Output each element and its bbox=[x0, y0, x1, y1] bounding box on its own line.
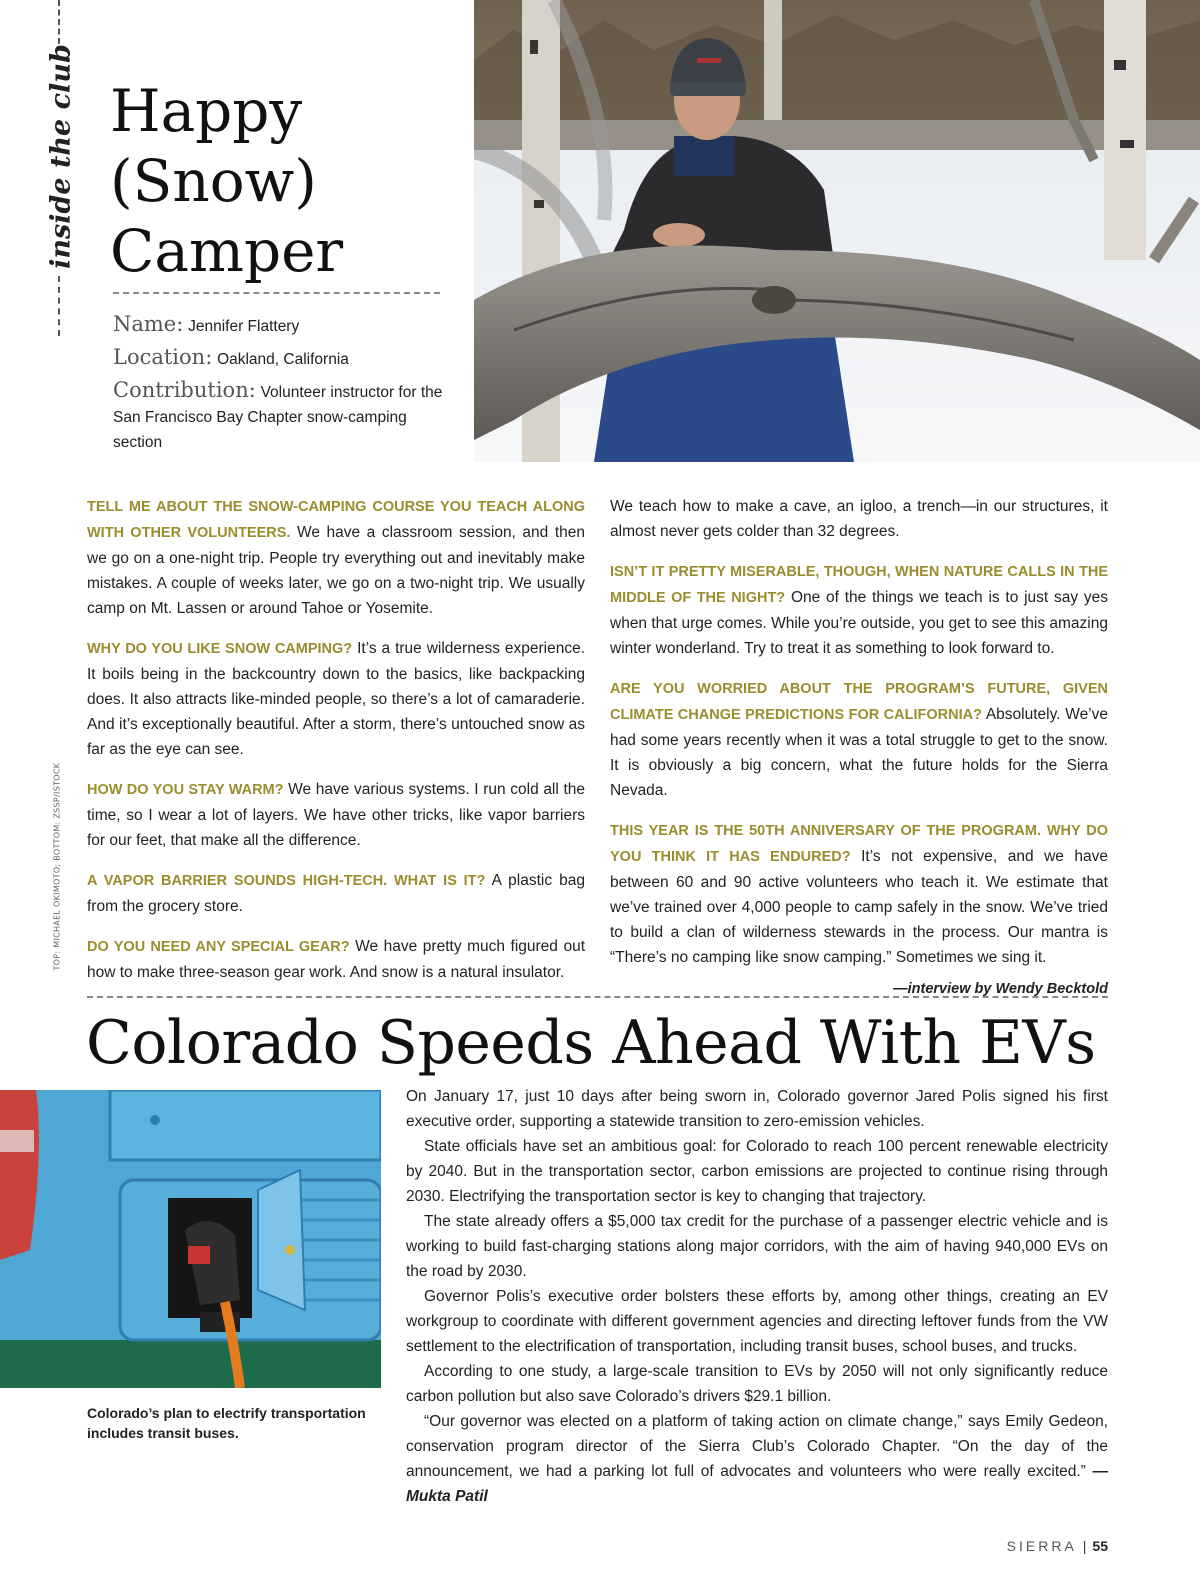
section-tag-dash-top bbox=[58, 0, 60, 44]
news-article bbox=[406, 1084, 1108, 1509]
qa-answer: We have a classroom session, and then we go on a one-night trip. People try everything out and inevitably make mistakes. A couple of weeks later, we go on a two-night trip. We usually camp on Mt. Lassen or around Tahoe or Yosemite. bbox=[87, 524, 585, 617]
profile-name: Jennifer Flattery bbox=[188, 318, 300, 335]
qa-question: ISN’T IT PRETTY MISERABLE, THOUGH, WHEN NATURE CALLS IN THE MIDDLE OF THE NIGHT? bbox=[610, 564, 1108, 606]
profile-name-row bbox=[113, 312, 453, 339]
profile-location-label: Location: bbox=[113, 345, 213, 369]
profile-contribution: Volunteer instructor for the San Francisco Bay Chapter snow-camping section bbox=[113, 384, 443, 451]
page-folio bbox=[1007, 1538, 1108, 1554]
magazine-name: SIERRA bbox=[1006, 1538, 1077, 1554]
article-paragraph: The state already offers a $5,000 tax credit for the purchase of a passenger electric vehicle and is working to build fast-charging stations along major corridors, with the aim of having 940,000 EVs on the road by 2030. bbox=[406, 1213, 1108, 1280]
article-paragraph: On January 17, just 10 days after being sworn in, Colorado governor Jared Polis signed his first executive order, supporting a statewide transition to zero-emission vehicles. bbox=[406, 1088, 1108, 1130]
qa-question: HOW DO YOU STAY WARM? bbox=[87, 782, 284, 798]
qa-item bbox=[87, 494, 585, 621]
qa-item bbox=[87, 868, 585, 919]
ev-bus-photo bbox=[0, 1090, 381, 1388]
qa-question: WHY DO YOU LIKE SNOW CAMPING? bbox=[87, 641, 353, 657]
profile-location-row bbox=[113, 345, 453, 372]
article-paragraph-text: “Our governor was elected on a platform of taking action on climate change,” says Emily Gedeon, conservation program director of the Sierra Club’s Colorado Chapter. “On the day of the announcement, we had a parking lot full of advocates and volunteers who were really excited.” bbox=[406, 1413, 1108, 1480]
qa-item bbox=[87, 636, 585, 762]
qa-question: TELL ME ABOUT THE SNOW-CAMPING COURSE YOU TEACH ALONG WITH OTHER VOLUNTEERS. bbox=[87, 499, 585, 541]
feature-title-line-2: (Snow) bbox=[110, 147, 317, 215]
section-tag-dash-bottom bbox=[58, 276, 60, 336]
qa-column-2 bbox=[610, 494, 1108, 1017]
qa-question: DO YOU NEED ANY SPECIAL GEAR? bbox=[87, 939, 350, 955]
article-paragraph-last bbox=[406, 1409, 1108, 1509]
article-paragraph: State officials have set an ambitious goal: for Colorado to reach 100 percent renewable electricity by 2040. But in the transportation sector, carbon emissions are projected to continue rising through 2030. Electrifying the transportation sector is key to changing that trajectory. bbox=[406, 1138, 1108, 1205]
qa-answer: One of the things we teach is to just say yes when that urge comes. While you’re outside, you get to see this amazing winter wonderland. Try to treat it as something to look forward to. bbox=[610, 589, 1109, 657]
feature-title-line-3: Camper bbox=[110, 217, 344, 285]
qa-answer: A plastic bag from the grocery store. bbox=[87, 872, 585, 915]
qa-item bbox=[610, 559, 1108, 661]
profile-contribution-row bbox=[113, 378, 453, 455]
interview-signature: —interview by Wendy Becktold bbox=[893, 981, 1108, 997]
title-divider bbox=[113, 292, 440, 294]
qa-continued-answer: We teach how to make a cave, an igloo, a trench—in our structures, it almost never gets colder than 32 degrees. bbox=[610, 498, 1108, 540]
qa-item bbox=[610, 676, 1108, 803]
section-tag bbox=[34, 46, 84, 276]
qa-question: ARE YOU WORRIED ABOUT THE PROGRAM’S FUTURE, GIVEN CLIMATE CHANGE PREDICTIONS FOR CALIFORNIA? bbox=[610, 681, 1108, 723]
qa-question: THIS YEAR IS THE 50TH ANNIVERSARY OF THE PROGRAM. WHY DO YOU THINK IT HAS ENDURED? bbox=[610, 823, 1108, 865]
qa-answer: Absolutely. We’ve had some years recently when it was a total struggle to get to the snow. It is obviously a big concern, what the future holds for the Sierra Nevada. bbox=[610, 706, 1108, 799]
article-byline: —Mukta Patil bbox=[406, 1463, 1108, 1505]
page-number: 55 bbox=[1092, 1538, 1108, 1554]
profile-block bbox=[113, 312, 453, 461]
feature-title-line-1: Happy bbox=[110, 77, 303, 145]
profile-contribution-label: Contribution: bbox=[113, 378, 256, 402]
qa-item bbox=[87, 777, 585, 853]
photo-credit bbox=[48, 762, 66, 975]
qa-question: A VAPOR BARRIER SOUNDS HIGH-TECH. WHAT IS IT? bbox=[87, 873, 486, 889]
profile-name-label: Name: bbox=[113, 312, 184, 336]
article-paragraph: Governor Polis’s executive order bolsters these efforts by, among other things, creating an EV workgroup to coordinate with different government agencies and directing leftover funds from the VW settlement to the electrification of transportation, including transit buses, school buses, and trucks. bbox=[406, 1288, 1108, 1355]
qa-item bbox=[87, 934, 585, 985]
qa-column-1 bbox=[87, 494, 585, 1000]
photo-caption: Colorado’s plan to electrify transportation includes transit buses. bbox=[87, 1405, 366, 1441]
section-tag-label: inside the club bbox=[45, 44, 77, 269]
folio-separator: | bbox=[1082, 1538, 1087, 1554]
news-headline: Colorado Speeds Ahead With EVs bbox=[86, 1008, 1096, 1078]
profile-location: Oakland, California bbox=[217, 351, 349, 368]
qa-item bbox=[610, 818, 1108, 970]
article-paragraph: According to one study, a large-scale transition to EVs by 2050 will not only significantly reduce carbon pollution but also save Colorado’s drivers $29.1 billion. bbox=[406, 1363, 1108, 1405]
portrait-photo bbox=[474, 0, 1200, 462]
qa-answer: It’s a true wilderness experience. It boils being in the backcountry down to the basics, like backpacking does. It also attracts like-minded people, so there’s a lot of camaraderie. And it’s exceptionally beautiful. After a storm, there’s untouched snow as far as the eye can see. bbox=[87, 640, 585, 758]
feature-title bbox=[110, 76, 450, 286]
qa-answer: We have various systems. I run cold all the time, so I wear a lot of layers. We have other tricks, like vapor barriers for our feet, that make all the difference. bbox=[87, 781, 585, 849]
section-divider bbox=[87, 996, 1108, 998]
qa-answer: It’s not expensive, and we have between 60 and 90 active volunteers who teach it. We estimate that we’ve trained over 4,000 people to camp safely in the snow. We’ve tried to build a clan of wilderness stewards in the process. Our mantra is “There’s no camping like snow camping.” Sometimes we sing it. bbox=[610, 848, 1108, 966]
photo-credit-text: TOP: MICHAEL OKIMOTO; BOTTOM: ZSSP/ISTOCK bbox=[52, 762, 62, 971]
qa-answer: We have pretty much figured out how to make three-season gear work. And snow is a natural insulator. bbox=[87, 938, 586, 981]
